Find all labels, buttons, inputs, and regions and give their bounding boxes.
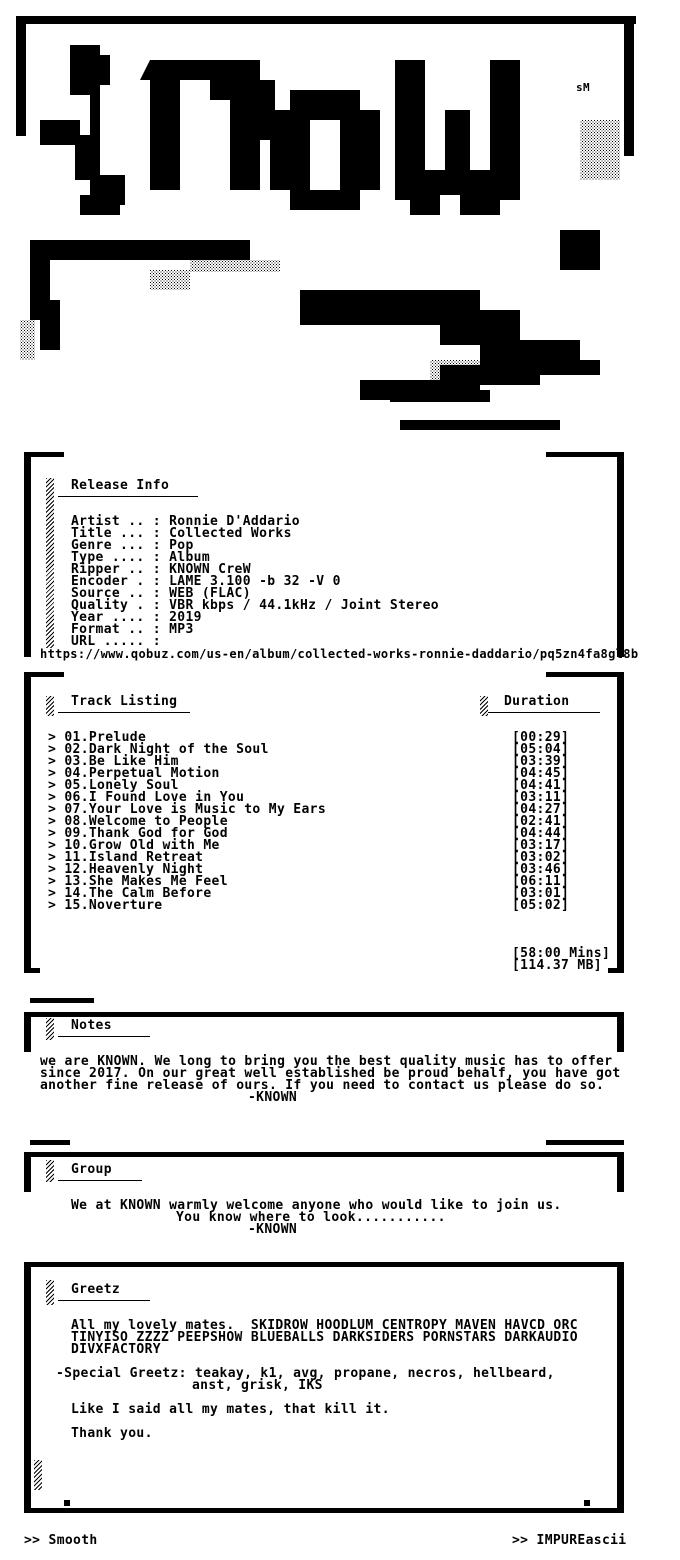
track-title: > 08.Welcome to People — [48, 814, 228, 829]
heading-underline — [58, 1036, 150, 1037]
heading-underline — [488, 712, 600, 713]
release-url-link[interactable]: https://www.qobuz.com/us-en/album/collected-works-ronnie-daddario/pq5zn4fa8gl8b — [40, 647, 639, 661]
duration-heading: Duration — [504, 694, 570, 709]
track-title: > 02.Dark Night of the Soul — [48, 742, 269, 757]
greetz-heading: Greetz — [71, 1282, 121, 1297]
frame-left — [24, 1012, 31, 1052]
release-row: Source .. : WEB (FLAC) — [71, 586, 251, 601]
release-heading: Release Info — [71, 478, 170, 493]
release-row: Title ... : Collected Works — [71, 526, 292, 541]
special-greetz-line: -Special Greetz: teakay, k1, avg, propane, necros, hellbeard, — [56, 1366, 555, 1381]
frame-shade — [46, 1160, 54, 1182]
tracks-heading: Track Listing — [71, 694, 178, 709]
greetz-line: Like I said all my mates, that kill it. — [71, 1402, 390, 1417]
notes-line: we are KNOWN. We long to bring you the best quality music has to offer — [40, 1054, 613, 1069]
frame-left — [24, 1152, 31, 1192]
track-title: > 13.She Makes Me Feel — [48, 874, 228, 889]
track-duration: [04:45] — [512, 766, 570, 781]
frame-top-right — [546, 672, 624, 677]
track-title: > 05.Lonely Soul — [48, 778, 179, 793]
frame-shade — [46, 1280, 54, 1305]
frame-top-right — [546, 452, 624, 457]
frame-shade — [34, 1460, 42, 1490]
frame-right — [617, 672, 624, 972]
track-title: > 04.Perpetual Motion — [48, 766, 220, 781]
heading-underline — [58, 496, 198, 497]
release-row: Encoder . : LAME 3.100 -b 32 -V 0 — [71, 574, 341, 589]
track-duration: [02:41] — [512, 814, 570, 829]
track-duration: [03:02] — [512, 850, 570, 865]
greetz-line: DIVXFACTORY — [71, 1342, 161, 1357]
greetz-line: All my lovely mates. SKIDROW HOODLUM CENTROPY MAVEN HAVCD ORC — [71, 1318, 578, 1333]
notes-line: another fine release of ours. If you need to contact us please do so. — [40, 1078, 605, 1093]
frame-left — [24, 1262, 31, 1512]
total-size: [114.37 MB] — [512, 958, 602, 973]
track-duration: [05:02] — [512, 898, 570, 913]
frame-shade — [46, 696, 54, 716]
frame-left — [24, 452, 31, 657]
release-row: Type .... : Album — [71, 550, 211, 565]
notes-line: since 2017. On our great well established be proud behalf, you have got — [40, 1066, 621, 1081]
frame-right — [617, 452, 624, 657]
frame-bottom-right — [608, 968, 624, 973]
frame-shade — [46, 1018, 54, 1040]
frame-shade — [480, 696, 488, 716]
frame-shade — [46, 478, 54, 648]
track-title: > 03.Be Like Him — [48, 754, 179, 769]
track-title: > 14.The Calm Before — [48, 886, 212, 901]
known-logo-art — [0, 0, 680, 450]
track-title: > 15.Noverture — [48, 898, 163, 913]
total-time: [58:00 Mins] — [512, 946, 611, 961]
track-duration: [05:04] — [512, 742, 570, 757]
release-row: URL ..... : — [71, 634, 161, 649]
track-title: > 07.Your Love is Music to My Ears — [48, 802, 327, 817]
track-duration: [04:44] — [512, 826, 570, 841]
frame-top-left — [30, 998, 94, 1003]
track-duration: [03:17] — [512, 838, 570, 853]
track-duration: [06:11] — [512, 874, 570, 889]
track-duration: [03:01] — [512, 886, 570, 901]
track-duration: [03:46] — [512, 862, 570, 877]
frame-block — [64, 1500, 70, 1506]
release-row: Quality . : VBR kbps / 44.1kHz / Joint Stereo — [71, 598, 439, 613]
frame-right — [617, 1012, 624, 1052]
frame-block — [584, 1500, 590, 1506]
track-duration: [04:27] — [512, 802, 570, 817]
footer-left-credit: >> Smooth — [24, 1533, 98, 1548]
footer-right-credit: >> IMPUREascii — [512, 1533, 627, 1548]
frame-right — [617, 1152, 624, 1192]
frame-bottom — [24, 1508, 624, 1513]
frame-top-left — [30, 1140, 70, 1145]
frame-top-right — [546, 1140, 624, 1145]
frame-top-line — [30, 1012, 624, 1017]
logo-signature: sM — [576, 81, 590, 94]
special-greetz-line: anst, grisk, IKS — [192, 1378, 323, 1393]
track-duration: [04:41] — [512, 778, 570, 793]
release-row: Genre ... : Pop — [71, 538, 194, 553]
release-row: Ripper .. : KNOWN CreW — [71, 562, 251, 577]
greetz-line: Thank you. — [71, 1426, 153, 1441]
frame-bottom-left — [24, 968, 40, 973]
frame-right — [617, 1262, 624, 1512]
heading-underline — [58, 1180, 142, 1181]
frame-left — [24, 672, 31, 972]
group-line: You know where to look........... — [176, 1210, 446, 1225]
release-row: Artist .. : Ronnie D'Addario — [71, 514, 300, 529]
track-title: > 11.Island Retreat — [48, 850, 204, 865]
track-title: > 12.Heavenly Night — [48, 862, 204, 877]
track-title: > 10.Grow Old with Me — [48, 838, 220, 853]
track-duration: [00:29] — [512, 730, 570, 745]
group-heading: Group — [71, 1162, 112, 1177]
heading-underline — [58, 712, 190, 713]
heading-underline — [58, 1300, 150, 1301]
group-line: We at KNOWN warmly welcome anyone who would like to join us. — [71, 1198, 562, 1213]
track-title: > 06.I Found Love in You — [48, 790, 245, 805]
release-row: Format .. : MP3 — [71, 622, 194, 637]
group-signature: -KNOWN — [248, 1222, 298, 1237]
track-duration: [03:11] — [512, 790, 570, 805]
release-row: Year .... : 2019 — [71, 610, 202, 625]
track-title: > 09.Thank God for God — [48, 826, 228, 841]
track-title: > 01.Prelude — [48, 730, 147, 745]
track-duration: [03:39] — [512, 754, 570, 769]
notes-heading: Notes — [71, 1018, 112, 1033]
greetz-line: TINYISO ZZZZ PEEPSHOW BLUEBALLS DARKSIDERS PORNSTARS DARKAUDIO — [71, 1330, 578, 1345]
frame-top — [24, 1262, 624, 1267]
notes-signature: -KNOWN — [248, 1090, 298, 1105]
frame-top-line — [30, 1152, 624, 1157]
